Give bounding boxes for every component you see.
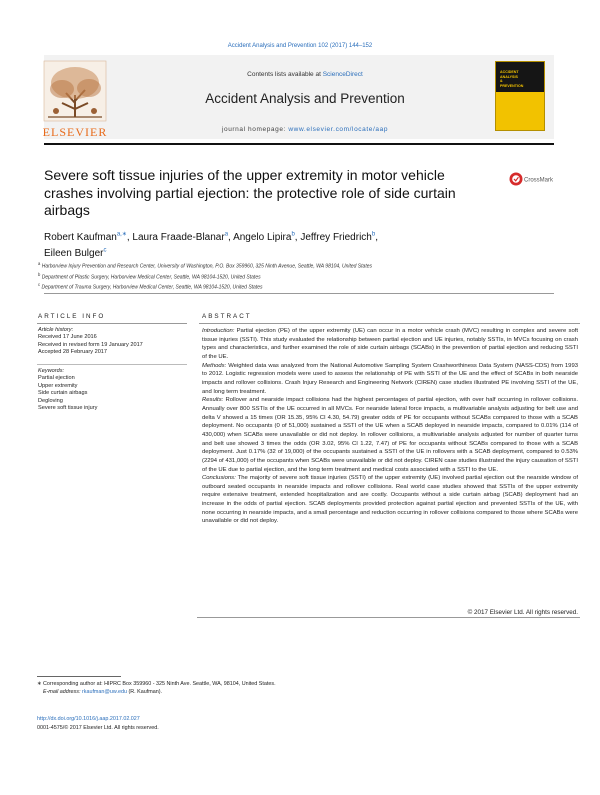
journal-cover-thumbnail[interactable] [495, 61, 545, 131]
keywords-label: Keywords: [38, 368, 65, 374]
homepage-prefix: journal homepage: [221, 126, 286, 133]
author[interactable]: Robert Kaufman$^{a,∗}$, [44, 232, 133, 244]
section-divider [44, 293, 554, 294]
author[interactable]: Angelo Lipira$^b$, [233, 232, 301, 244]
author[interactable]: Laura Fraade-Blanar$^a$, [132, 232, 234, 244]
footnote-rule [37, 676, 121, 677]
affiliation: $^c$ Department of Trauma Surgery, Harborview Medical Center, Seattle, WA 98104-1520, United States [38, 282, 263, 291]
keyword: Degloving [38, 397, 63, 404]
copyright-notice: © 2017 Elsevier Ltd. All rights reserved. [467, 609, 578, 616]
author[interactable]: Jeffrey Friedrich$^b$, [300, 232, 378, 244]
affiliation: $^a$ Harborview Injury Prevention and Research Center, University of Washington, P.O. Box 359960, 325 Ninth Avenue, Seattle, WA 98104, United States [38, 261, 372, 270]
article-title: Severe soft tissue injuries of the upper extremity in motor vehicle crashes involving partial ejection: the protective role of side curtain airbags [44, 167, 456, 218]
sciencedirect-link[interactable]: ScienceDirect [322, 71, 363, 78]
issn-line: 0001-4575/© 2017 Elsevier Ltd. All rights reserved. [37, 725, 159, 731]
abstract-header: ABSTRACT [202, 313, 252, 320]
author[interactable]: Eileen Bulger$^c$ [44, 247, 107, 260]
journal-homepage [120, 126, 490, 133]
homepage-link[interactable]: www.elsevier.com/locate/aap [288, 126, 389, 133]
article-info-header: ARTICLE INFO [38, 313, 106, 320]
article-info-rule [37, 323, 187, 324]
journal-title: Accident Analysis and Prevention [205, 91, 405, 106]
keywords-rule [37, 364, 187, 365]
cover-line-2: ANALYSIS [500, 74, 518, 79]
abstract-body [202, 327, 578, 526]
keyword: Upper extremity [38, 382, 78, 389]
elsevier-tree-logo [40, 59, 110, 135]
history-item: Received 17 June 2016 [38, 334, 97, 341]
affiliations [38, 260, 548, 292]
email-link[interactable]: rkaufman@uw.edu [81, 689, 127, 695]
abstract-paragraph: Conclusions: The majority of severe soft tissue injuries (SSTI) of the upper extremity (UE) involved partial ejection out the nearside window of outboard seated occupants in nearside impacts and rollover collisions. Real world case studies showed that SSTIs of the upper extremity require extensive treatment, extended hospitalization and are costly. Occupants without a side curtain airbag (SCAB) deployment had an increase in the odds of partial ejection. SCAB deployments provided protection against partial ejection and prevented SSTIs of the UE, with none occurring in nearside impacts, and a small percentage and reduction occurring in rollover collisions compared to those where SCABs were unavailable or did not deploy. [202, 475, 578, 525]
history-item: Received in revised form 19 January 2017 [38, 341, 143, 348]
abstract-paragraph: Methods: Weighted data was analyzed from the National Automotive Sampling System Crashworthiness Data System (NASS-CDS) from 1993 to 2012. Logistic regression models were used to assess the relationship of PE with SSTI of the UE and the effect of SCABs in both nearside impacts and rollover collisions. Crash Injury Research and Engineering Network (CIREN) case studies illustrated PE involving SSTI of the UE, and long term treatment. [202, 362, 578, 395]
cover-line-4: PREVENTION [500, 83, 524, 88]
cover-title [500, 70, 540, 88]
keyword: Severe soft tissue injury [38, 405, 98, 412]
keyword: Partial ejection [38, 375, 75, 382]
abstract-bottom-rule [197, 617, 580, 618]
abstract-paragraph: Introduction: Partial ejection (PE) of the upper extremity (UE) can occur in a motor vehicle crash (MVC) resulting in complex and severe soft tissue injuries (SSTI). This study evaluated the relationship between partial ejection and UE injuries, notably SSTIs, in MVCs focusing on crash types and characteristics, and further examined the role of side curtain airbags (SCABs) in the prevention of partial ejection and reducing SSTI of the UE. [202, 328, 578, 360]
keywords [38, 368, 188, 412]
cover-line-1: ACCIDENT [500, 70, 519, 74]
article-history [38, 327, 188, 357]
corresponding-author-footnote [37, 680, 357, 696]
contents-prefix: Contents lists available at [247, 71, 321, 78]
keyword: Side curtain airbags [38, 390, 88, 397]
email-line: E-mail address: rkaufman@uw.edu (R. Kaufman). [43, 689, 163, 695]
history-item: Accepted 28 February 2017 [38, 349, 108, 356]
publisher-name: ELSEVIER [42, 125, 108, 139]
doi-link[interactable]: http://dx.doi.org/10.1016/j.aap.2017.02.027 [37, 716, 140, 722]
affiliation: $^b$ Department of Plastic Surgery, Harborview Medical Center, Seattle, WA 98104-1520, United States [38, 271, 261, 281]
history-label: Article history: [38, 327, 74, 333]
journal-reference[interactable]: Accident Analysis and Prevention 102 (2017) 144–152 [227, 43, 373, 49]
crossmark-icon[interactable] [509, 171, 553, 187]
abstract-paragraph: Results: Rollover and nearside impact collisions had the highest percentages of partial ejection, with over half occurring in rollover collisions. Annually over 800 SSTIs of the UE occurred in all MVCs. For nearside lateral force impacts, a multivariable analysis adjusting for belt use and delta V showed a 15 times (OR 15.35, 95% CI 4.30, 54.79) greater odds of PE for occupants without SCABs compared to those with a SCAB deployment. No occupants (0 of 51,000) sustained a SSTI of the UE when a SCAB deployed in nearside impacts, compared to 0.01% (114 of 430,000) when SCABs were unavailable or did not deploy. In rollover collisions, a multivariable analysis adjusted for number of quarter turns and belt use showed 3 times the odds (OR 3.02, 95% CI 1.22, 7.47) of PE for occupants without SCABs compared to those with a SCAB deployment. Just 0.17% (32 of 19,000) of the occupants sustained a SSTI of the UE in rollovers with a SCAB deployment, compared to 0.53% (2294 of 431,000) of the occupants when SCABs were unavailable or did not deploy. CIREN case studies illustrated the injury causation of SSTI of the UE due to partial ejection, and the long term treatment and medical costs associated with a SSTI to the UE. [202, 397, 578, 473]
abstract-rule [199, 323, 580, 324]
crossmark-label: CrossMark [524, 177, 553, 184]
cover-line-3: & [500, 79, 503, 83]
contents-availability [120, 71, 490, 78]
masthead-rule [44, 143, 554, 145]
corresponding-author: ∗ Corresponding author at: HIPRC Box 359960 - 325 Ninth Ave. Seattle, WA, 98104, United States. [37, 681, 276, 687]
author-list [44, 229, 544, 261]
